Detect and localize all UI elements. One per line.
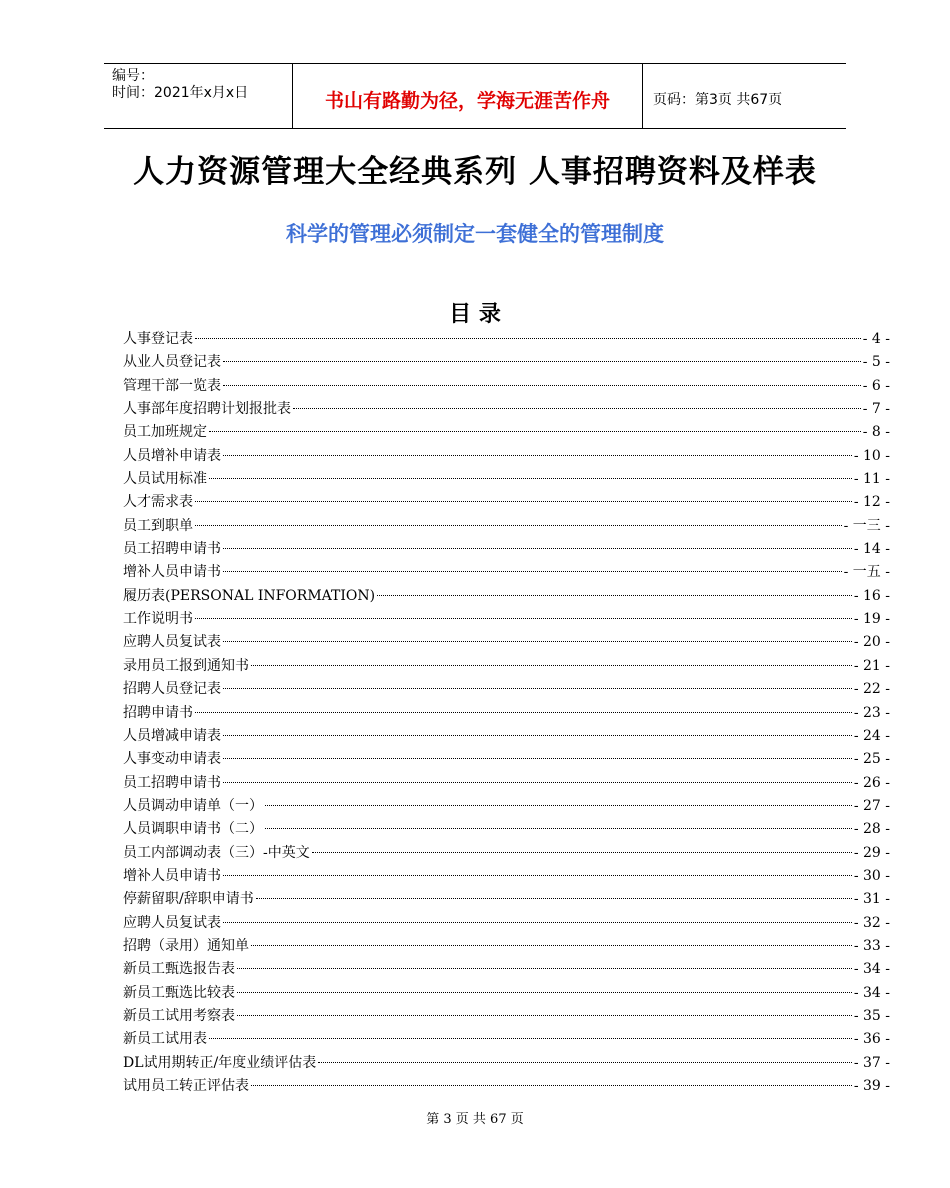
toc-entry[interactable]: [123, 702, 890, 725]
toc-entry[interactable]: [123, 935, 890, 958]
toc-leader-dots: [223, 921, 852, 923]
toc-entry[interactable]: [123, 958, 890, 981]
toc-leader-dots: [223, 384, 861, 386]
toc-entry-label: 员工加班规定: [123, 424, 207, 441]
toc-entry-label: 应聘人员复试表: [123, 634, 221, 651]
toc-entry-label: 人员增补申请表: [123, 447, 221, 464]
toc-entry[interactable]: [123, 888, 890, 911]
toc-entry[interactable]: [123, 561, 890, 584]
toc-entry-page: - 22 -: [853, 681, 890, 698]
toc-leader-dots: [223, 734, 852, 736]
toc-leader-dots: [223, 547, 852, 549]
toc-entry-page: - 23 -: [853, 704, 890, 721]
toc-entry[interactable]: [123, 328, 890, 351]
toc-entry-label: 员工内部调动表（三）-中英文: [123, 844, 310, 861]
toc-entry[interactable]: [123, 678, 890, 701]
toc-entry[interactable]: [123, 912, 890, 935]
toc-entry-label: 新员工试用考察表: [123, 1007, 235, 1024]
toc-entry[interactable]: [123, 818, 890, 841]
toc-entry[interactable]: [123, 655, 890, 678]
toc-leader-dots: [223, 687, 852, 689]
toc-entry[interactable]: [123, 421, 890, 444]
toc-leader-dots: [293, 407, 861, 409]
toc-entry[interactable]: [123, 445, 890, 468]
toc-entry-page: - 8 -: [862, 424, 890, 441]
toc-entry[interactable]: [123, 1005, 890, 1028]
toc-entry-label: 履历表(PERSONAL INFORMATION): [123, 587, 376, 604]
toc-entry[interactable]: [123, 795, 890, 818]
toc-entry-page: - 34 -: [853, 961, 890, 978]
toc-entry-label: 人员调动申请单（一）: [123, 797, 263, 814]
toc-entry-page: - 4 -: [862, 331, 890, 347]
toc-entry-page: - 25 -: [853, 751, 890, 768]
toc-entry-page: - 31 -: [853, 891, 890, 908]
toc-leader-dots: [209, 430, 861, 432]
page-footer: 第 3 页 共 67 页: [426, 1112, 524, 1127]
toc-leader-dots: [318, 1061, 852, 1063]
toc-leader-dots: [223, 781, 852, 783]
toc-entry-label: 人员调职申请书（二）: [123, 821, 263, 838]
toc-entry[interactable]: [123, 842, 890, 865]
toc-entry-page: - 一三 -: [843, 517, 890, 534]
document-subtitle: 科学的管理必须制定一套健全的管理制度: [286, 222, 664, 246]
toc-leader-dots: [209, 1037, 852, 1039]
toc-entry[interactable]: [123, 631, 890, 654]
toc-entry-page: - 30 -: [853, 867, 890, 884]
toc-leader-dots: [223, 570, 842, 572]
toc-entry[interactable]: [123, 375, 890, 398]
toc-entry-label: 试用员工转正评估表: [123, 1078, 249, 1094]
toc-entry[interactable]: [123, 1052, 890, 1075]
toc-entry-page: - 10 -: [853, 447, 890, 464]
toc-entry-label: 人员试用标准: [123, 471, 207, 488]
toc-leader-dots: [209, 477, 852, 479]
toc-entry[interactable]: [123, 772, 890, 795]
toc-leader-dots: [223, 757, 852, 759]
toc-entry[interactable]: [123, 585, 890, 608]
toc-entry-label: DL试用期转正/年度业绩评估表: [123, 1054, 317, 1071]
toc-entry-page: - 16 -: [853, 587, 890, 604]
toc-leader-dots: [251, 664, 852, 666]
header-divider: [642, 64, 643, 128]
toc-entry-page: - 21 -: [853, 657, 890, 674]
toc-leader-dots: [237, 1014, 852, 1016]
toc-entry-page: - 24 -: [853, 727, 890, 744]
toc-entry[interactable]: [123, 1075, 890, 1098]
toc-entry-page: - 34 -: [853, 984, 890, 1001]
toc-leader-dots: [195, 500, 852, 502]
toc-entry-label: 从业人员登记表: [123, 354, 221, 371]
toc-entry-label: 员工招聘申请书: [123, 541, 221, 558]
toc-leader-dots: [195, 337, 861, 339]
serial-label: 编号：: [112, 68, 154, 84]
toc-leader-dots: [223, 454, 852, 456]
toc-leader-dots: [251, 1084, 852, 1086]
toc-entry-page: - 20 -: [853, 634, 890, 651]
toc-leader-dots: [256, 897, 852, 899]
toc-entry-label: 招聘申请书: [123, 704, 193, 721]
toc-leader-dots: [195, 617, 852, 619]
toc-leader-dots: [265, 827, 852, 829]
header-motto: 书山有路勤为径，学海无涯苦作舟: [324, 90, 610, 112]
toc-entry[interactable]: [123, 748, 890, 771]
toc-entry-label: 人事登记表: [123, 331, 193, 347]
toc-entry-label: 招聘人员登记表: [123, 681, 221, 698]
toc-entry-label: 工作说明书: [123, 611, 193, 628]
toc-entry[interactable]: [123, 515, 890, 538]
toc-entry-label: 新员工试用表: [123, 1031, 207, 1048]
toc-entry[interactable]: [123, 538, 890, 561]
toc-entry-page: - 7 -: [862, 401, 890, 418]
toc-entry[interactable]: [123, 1028, 890, 1051]
toc-entry-label: 人事变动申请表: [123, 751, 221, 768]
toc-leader-dots: [195, 524, 842, 526]
toc-entry-page: - 19 -: [853, 611, 890, 628]
toc-entry-page: - 39 -: [853, 1078, 890, 1094]
toc-entry-page: - 12 -: [853, 494, 890, 511]
toc-entry-page: - 37 -: [853, 1054, 890, 1071]
toc-entry-label: 停薪留职/辞职申请书: [123, 891, 254, 908]
toc-leader-dots: [312, 851, 852, 853]
toc-entry-page: - 36 -: [853, 1031, 890, 1048]
toc-leader-dots: [223, 360, 861, 362]
toc-entry-page: - 33 -: [853, 937, 890, 954]
toc-entry-label: 招聘（录用）通知单: [123, 937, 249, 954]
toc-entry[interactable]: [123, 468, 890, 491]
header-meta: [112, 68, 248, 102]
toc-leader-dots: [237, 967, 852, 969]
toc-entry-label: 员工招聘申请书: [123, 774, 221, 791]
toc-entry[interactable]: [123, 725, 890, 748]
toc-leader-dots: [195, 711, 852, 713]
toc-entry-label: 增补人员申请书: [123, 564, 221, 581]
toc-entry-page: - 28 -: [853, 821, 890, 838]
toc-entry-page: - 6 -: [862, 377, 890, 394]
toc-leader-dots: [265, 804, 852, 806]
toc-entry[interactable]: [123, 398, 890, 421]
toc-entry-page: - 29 -: [853, 844, 890, 861]
header-page-info: 页码：第3页 共67页: [653, 92, 783, 108]
toc-entry[interactable]: [123, 982, 890, 1005]
toc-entry-label: 人员增减申请表: [123, 727, 221, 744]
table-of-contents: [123, 328, 890, 1098]
toc-leader-dots: [251, 944, 852, 946]
toc-entry[interactable]: [123, 351, 890, 374]
toc-entry-page: - 11 -: [853, 471, 890, 488]
toc-heading: 目 录: [449, 302, 501, 327]
document-title: 人力资源管理大全经典系列 人事招聘资料及样表: [133, 154, 817, 190]
toc-entry-page: - 27 -: [853, 797, 890, 814]
toc-entry-label: 人才需求表: [123, 494, 193, 511]
toc-entry-label: 增补人员申请书: [123, 867, 221, 884]
toc-entry-label: 人事部年度招聘计划报批表: [123, 401, 291, 418]
toc-entry-label: 新员工甄选报告表: [123, 961, 235, 978]
toc-entry-label: 新员工甄选比较表: [123, 984, 235, 1001]
toc-entry-label: 应聘人员复试表: [123, 914, 221, 931]
toc-leader-dots: [223, 874, 852, 876]
toc-entry-label: 管理干部一览表: [123, 377, 221, 394]
toc-entry-page: - 32 -: [853, 914, 890, 931]
toc-entry-page: - 35 -: [853, 1007, 890, 1024]
toc-leader-dots: [377, 594, 852, 596]
toc-entry[interactable]: [123, 608, 890, 631]
toc-entry-label: 录用员工报到通知书: [123, 657, 249, 674]
toc-entry-page: - 5 -: [862, 354, 890, 371]
toc-entry[interactable]: [123, 491, 890, 514]
toc-entry[interactable]: [123, 865, 890, 888]
page-header: [104, 63, 846, 129]
time-label: 时间：2021年x月x日: [112, 85, 249, 101]
toc-entry-page: - 26 -: [853, 774, 890, 791]
toc-entry-page: - 14 -: [853, 541, 890, 558]
toc-entry-page: - 一五 -: [843, 564, 890, 581]
toc-leader-dots: [237, 991, 852, 993]
toc-entry-label: 员工到职单: [123, 517, 193, 534]
toc-leader-dots: [223, 640, 852, 642]
